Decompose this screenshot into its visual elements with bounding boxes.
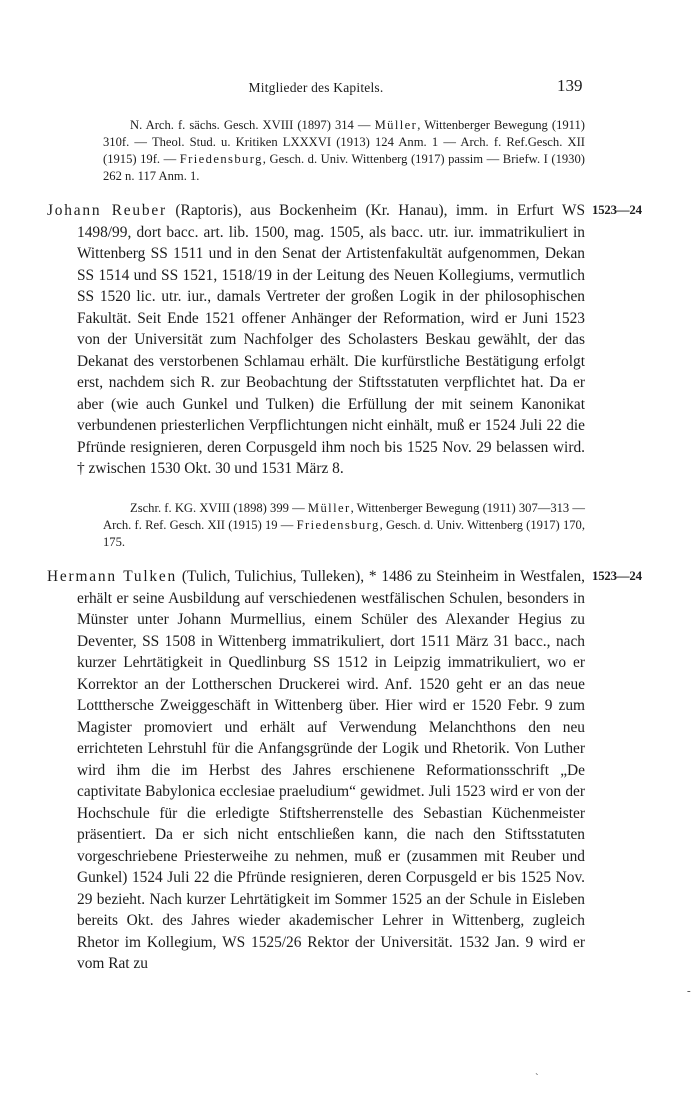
bibliography-text-part: , Wittenberger Bewegung (1911) 310f. — Theol. Stud. u. Kritiken LXXXVI (1913) 124 Anm. 1 — Arch. f. Ref.Gesch. XII (1915) 19f. — xyxy=(103,118,585,166)
bibliography-text-part: , Gesch. d. Univ. Wittenberg (1917) passim — Briefw. I (1930) 262 n. 117 Anm. 1. xyxy=(103,152,585,183)
page-number: 139 xyxy=(557,76,583,95)
bibliography-block-1 xyxy=(103,117,585,185)
scan-dash-mark: - xyxy=(687,985,691,997)
author-name-mueller: Müller xyxy=(374,118,418,132)
margin-years-tulken: 1523—24 xyxy=(592,569,642,583)
biography-entry-reuber xyxy=(47,200,585,480)
entry-name: Johann Reuber xyxy=(47,202,167,219)
author-name-friedensburg: Friedensburg xyxy=(179,152,263,166)
bibliography-text-part: N. Arch. f. sächs. Gesch. XVIII (1897) 314 — xyxy=(130,118,375,132)
entry-paragraph xyxy=(47,566,585,975)
bibliography-text xyxy=(103,500,585,551)
entry-text: (Raptoris), aus Bockenheim (Kr. Hanau), imm. in Erfurt WS 1498/99, dort bacc. art. lib. 1500, mag. 1505, als bacc. utr. iur. immatrikuliert in Wittenberg SS 1511 und in den Senat der Artistenfakultät aufgenommen, Dekan SS 1514 und SS 1521, 1518/19 in der Leitung des Neuen Kollegiums, vermutlich SS 1520 lic. utr. iur., damals Vertreter der großen Logik in der philosophischen Fakultät. Seit Ende 1521 offener Anhänger der Reformation, wird er Juni 1523 von der Universität zum Nachfolger des Scholasters Beskau gewählt, der das Dekanat des verstorbenen Schlamau erhält. Die kurfürstliche Bestätigung erfolgt erst, nachdem sich R. zur Beobachtung der Stiftsstatuten verpflichtet hat. Da er aber (wie auch Gunkel und Tulken) die Erfüllung der mit seinem Kanonikat verbundenen priesterlichen Verpflichtungen nicht einhält, muß er 1524 Juli 22 die Pfründe resignieren, deren Corpusgeld ihm noch bis 1525 Nov. 29 belassen wird. † zwischen 1530 Okt. 30 und 1531 März 8. xyxy=(77,202,585,477)
bibliography-text-part: Zschr. f. KG. XVIII (1898) 399 — xyxy=(130,501,308,515)
bibliography-text-part: , Gesch. d. Univ. Wittenberg (1917) 170, 175. xyxy=(103,518,585,549)
bibliography-text xyxy=(103,117,585,185)
author-name-friedensburg: Friedensburg xyxy=(296,518,380,532)
margin-years-reuber: 1523—24 xyxy=(592,203,642,217)
entry-paragraph xyxy=(47,200,585,480)
scan-tick-mark: ` xyxy=(535,1072,539,1084)
bibliography-block-2 xyxy=(103,500,585,551)
entry-name: Hermann Tulken xyxy=(47,568,178,585)
author-name-mueller: Müller xyxy=(307,501,351,515)
biography-entry-tulken xyxy=(47,566,585,975)
entry-text: (Tulich, Tulichius, Tulleken), * 1486 zu Steinheim in Westfalen, erhält er seine Ausbildung auf verschiedenen westfälischen Schulen, besonders in Münster unter Johann Murmellius, einem Schüler des Alexander Hegius zu Deventer, SS 1508 in Wittenberg immatrikuliert, dort 1511 März 31 bacc., nach kurzer Lehrtätigkeit in Quedlinburg SS 1512 in Leipzig immatrikuliert, wo er Korrektor an der Lottherschen Druckerei wird. Anf. 1520 geht er an das neue Lottthersche Zweiggeschäft in Wittenberg über. Hier wird er 1520 Febr. 9 zum Magister promoviert und erhält auf Verwendung Melanchthons den neu errichteten Lehrstuhl für die Anfangsgründe der Logik und Rhetorik. Von Luther wird ihm die im Herbst des Jahres erschienene Reformationsschrift „De captivitate Babylonica ecclesiae praeludium“ gewidmet. Juli 1523 wird er von der Hochschule für die erledigte Stiftsherrenstelle des Sebastian Küchenmeister präsentiert. Da er sich nicht entschließen kann, die nach den Stiftsstatuten vorgeschriebene Priesterweihe zu nehmen, muß er (zusammen mit Reuber und Gunkel) 1524 Juli 22 die Pfründe resignieren, deren Corpusgeld er bis 1525 Nov. 29 bezieht. Nach kurzer Lehrtätigkeit im Sommer 1525 an der Schule in Eisleben bereits Okt. des Jahres wieder akademischer Lehrer in Wittenberg, zugleich Rhetor im Kollegium, WS 1525/26 Rektor der Universität. 1532 Jan. 9 wird er vom Rat zu xyxy=(77,568,585,972)
running-head: Mitglieder des Kapitels. xyxy=(248,80,384,95)
bibliography-text-part: , Wittenberger Bewegung (1911) 307—313 — Arch. f. Ref. Gesch. XII (1915) 19 — xyxy=(103,501,585,532)
page-header xyxy=(0,76,700,102)
